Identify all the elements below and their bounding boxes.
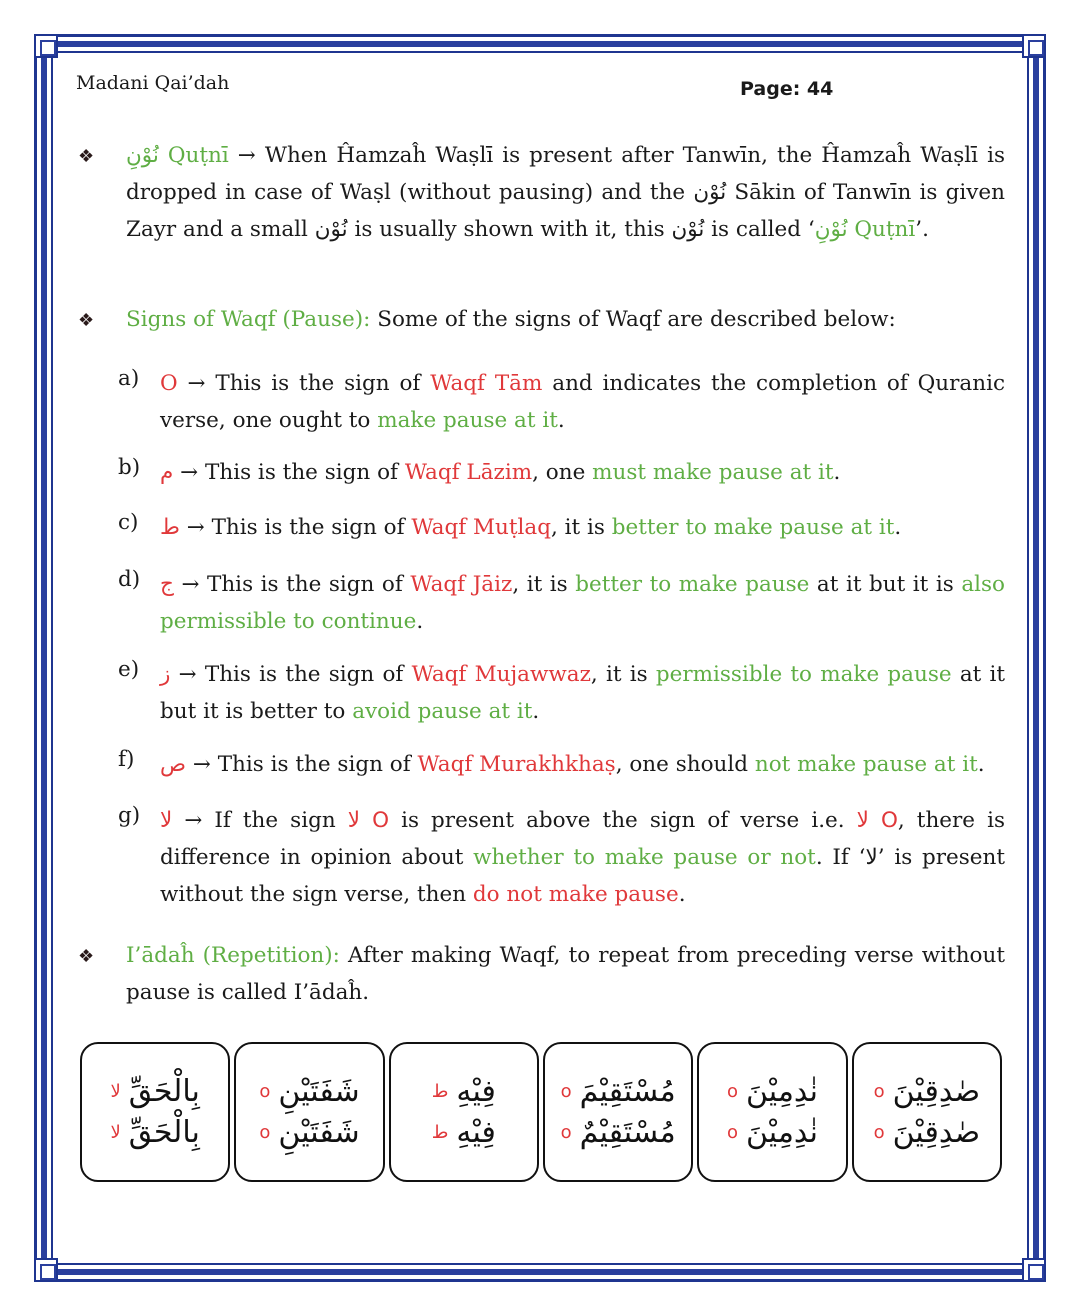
book-title: Madani Qai’dah bbox=[76, 72, 230, 94]
item-letter-g: g) bbox=[118, 803, 141, 828]
waqf-sign: ط bbox=[431, 1122, 449, 1143]
waqf-sign: لا bbox=[160, 808, 173, 833]
word-card bbox=[852, 1042, 1002, 1182]
word-card bbox=[80, 1042, 230, 1182]
arabic-word: نٰدِمِيْنَ bbox=[745, 1074, 819, 1109]
arabic-word: مُسْتَقِيْمَ bbox=[579, 1074, 676, 1109]
item-g: لا → If the sign لا O is present above the sign of verse i.e. لا O, there is difference in opinion about whether to make pause or not. If ‘لا’ is present without the sign verse, then do not make pause. bbox=[160, 808, 1006, 907]
waqf-sign: o bbox=[726, 1122, 738, 1143]
waqf-sign: o bbox=[259, 1122, 271, 1143]
item-letter-b: b) bbox=[118, 455, 141, 480]
practice-words-row bbox=[80, 1042, 1002, 1182]
waqf-sign: ط bbox=[431, 1081, 449, 1102]
waqf-sign: ج bbox=[160, 572, 174, 597]
item-letter-f: f) bbox=[118, 747, 135, 772]
arabic-word: شَفَتَيْنِ bbox=[278, 1074, 360, 1109]
iadah-title: I’ādaĥ (Repetition): bbox=[126, 943, 340, 968]
waqf-sign: o bbox=[873, 1122, 885, 1143]
bullet-icon: ❖ bbox=[78, 310, 95, 331]
arabic-word: شَفَتَيْنِ bbox=[278, 1115, 360, 1150]
waqf-sign: o bbox=[726, 1081, 738, 1102]
item-letter-d: d) bbox=[118, 567, 141, 592]
frame-corner-top-left bbox=[34, 34, 58, 58]
item-letter-c: c) bbox=[118, 510, 139, 535]
item-e: ز → This is the sign of Waqf Mujawwaz, it is permissible to make pause at it but it is better to avoid pause at it. bbox=[160, 662, 1006, 724]
waqf-intro-title: Signs of Waqf (Pause): bbox=[126, 307, 371, 332]
item-f: ص → This is the sign of Waqf Murakhkhaṣ, one should not make pause at it. bbox=[160, 752, 985, 777]
verse-sign-icon: لا O bbox=[347, 808, 390, 833]
arabic-word: فِيْهِ bbox=[456, 1074, 496, 1109]
word-card bbox=[389, 1042, 539, 1182]
qutni-paragraph: نُوْنِ Quṭnī → When Ĥamzaĥ Waṣlī is present after Tanwīn, the Ĥamzaĥ Waṣlī is dropped in case of Waṣl (without pausing) and the نُوْن Sākin of Tanwīn is given Zayr and a small نُوْن is usually shown with it, this نُوْن is called ‘نُوْنِ Quṭnī’. bbox=[126, 143, 1005, 242]
waqf-sign: O bbox=[160, 371, 178, 396]
waqf-sign: ط bbox=[160, 515, 180, 540]
item-d: ج → This is the sign of Waqf Jāiz, it is better to make pause at it but it is also permissible to continue. bbox=[160, 572, 1005, 634]
arabic-word: بِالْحَقِّ bbox=[128, 1115, 200, 1150]
bullet-icon: ❖ bbox=[78, 146, 95, 167]
arabic-word: فِيْهِ bbox=[456, 1115, 496, 1150]
item-b: م → This is the sign of Waqf Lāzim, one must make pause at it. bbox=[160, 460, 841, 485]
arabic-word: مُسْتَقِيْمٌ bbox=[579, 1115, 676, 1150]
frame-corner-bottom-right bbox=[1022, 1258, 1046, 1282]
waqf-sign: م bbox=[160, 460, 174, 485]
arabic-word: صٰدِقِيْنَ bbox=[892, 1115, 981, 1150]
waqf-sign: لا bbox=[110, 1122, 121, 1143]
waqf-sign: o bbox=[873, 1081, 885, 1102]
frame-corner-top-right bbox=[1022, 34, 1046, 58]
page-number: Page: 44 bbox=[740, 78, 834, 100]
arabic-word: بِالْحَقِّ bbox=[128, 1074, 200, 1109]
item-letter-a: a) bbox=[118, 366, 140, 391]
item-letter-e: e) bbox=[118, 657, 140, 682]
arabic-word: صٰدِقِيْنَ bbox=[892, 1074, 981, 1109]
word-card bbox=[234, 1042, 384, 1182]
waqf-sign: ز bbox=[160, 662, 171, 687]
word-card bbox=[543, 1042, 693, 1182]
verse-sign-icon: لا O bbox=[856, 808, 898, 833]
frame-corner-bottom-left bbox=[34, 1258, 58, 1282]
waqf-sign: o bbox=[560, 1122, 572, 1143]
arrow-icon: → bbox=[237, 143, 256, 168]
qutni-title: Quṭnī bbox=[167, 143, 229, 168]
iadah-paragraph: I’ādaĥ (Repetition): After making Waqf, to repeat from preceding verse without pause is called I’ādaĥ. bbox=[126, 943, 1005, 1005]
item-a: O → This is the sign of Waqf Tām and indicates the completion of Quranic verse, one ought to make pause at it. bbox=[160, 371, 1006, 433]
waqf-sign: o bbox=[560, 1081, 572, 1102]
qutni-arabic: نُوْنِ bbox=[126, 143, 159, 168]
waqf-intro: Signs of Waqf (Pause): Some of the signs of Waqf are described below: bbox=[126, 307, 896, 332]
bullet-icon: ❖ bbox=[78, 946, 95, 967]
waqf-sign: o bbox=[259, 1081, 271, 1102]
item-c: ط → This is the sign of Waqf Muṭlaq, it is better to make pause at it. bbox=[160, 515, 902, 540]
arabic-word: نٰدِمِيْنَ bbox=[745, 1115, 819, 1150]
word-card bbox=[697, 1042, 847, 1182]
waqf-sign: ص bbox=[160, 752, 186, 777]
waqf-sign: لا bbox=[110, 1081, 121, 1102]
